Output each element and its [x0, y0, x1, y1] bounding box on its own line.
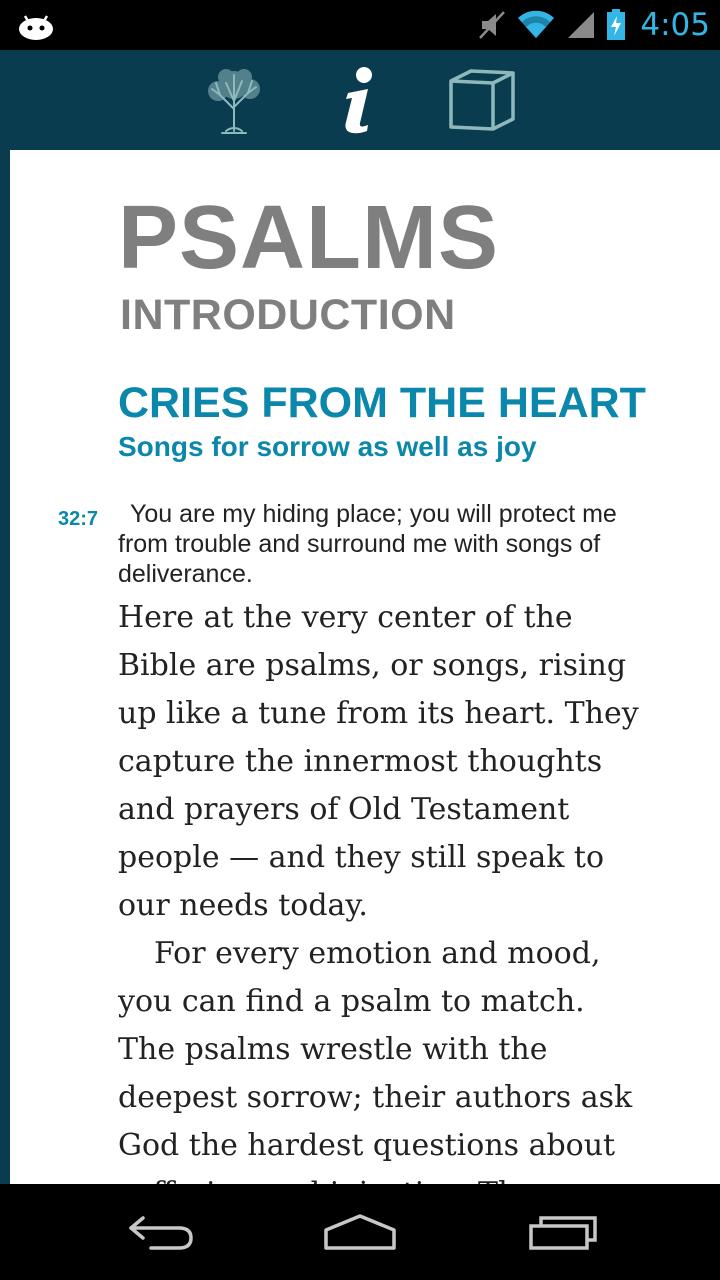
- navigation-bar: [0, 1184, 720, 1280]
- back-button[interactable]: [115, 1204, 205, 1260]
- book-title: PSALMS: [118, 188, 500, 288]
- content-frame: [0, 150, 720, 1184]
- signal-icon: [566, 10, 596, 40]
- status-icons: [478, 0, 710, 50]
- home-button[interactable]: [315, 1204, 405, 1260]
- cube-icon: [447, 67, 517, 133]
- verse-reference[interactable]: 32:7: [58, 508, 99, 530]
- paragraph: Here at the very center of the Bible are psalms, or songs, rising up like a tune from its heart. They capture the innermost thoughts and prayers of Old Testament people — and they still speak to our needs today.: [118, 600, 639, 923]
- wifi-icon: [516, 10, 556, 40]
- back-icon: [125, 1212, 195, 1252]
- tree-button[interactable]: [196, 62, 272, 138]
- cube-button[interactable]: [444, 62, 520, 138]
- reading-page[interactable]: [10, 150, 720, 1184]
- status-time: 4:05: [640, 7, 710, 43]
- status-bar: [0, 0, 720, 50]
- recent-apps-button[interactable]: [518, 1204, 608, 1260]
- body-text: [118, 594, 648, 1218]
- section-subheading: Songs for sorrow as well as joy: [118, 431, 537, 462]
- mute-icon: [478, 10, 506, 40]
- home-icon: [322, 1212, 398, 1252]
- android-icon: [18, 12, 54, 40]
- info-button[interactable]: [322, 62, 392, 138]
- recent-apps-icon: [527, 1212, 599, 1252]
- info-icon: [334, 65, 380, 135]
- book-subtitle: INTRODUCTION: [120, 291, 456, 339]
- tree-icon: [202, 65, 266, 135]
- paragraph: For every emotion and mood, you can find a psalm to match. The psalms wrestle with the deepest sorrow; their authors ask God the hardest questions about: [118, 936, 633, 1163]
- section-heading: CRIES FROM THE HEART: [118, 379, 646, 427]
- toolbar: [0, 50, 720, 150]
- battery-charging-icon: [606, 9, 626, 41]
- verse-text: You are my hiding place; you will protect me from trouble and surround me with songs of deliverance.: [118, 500, 617, 588]
